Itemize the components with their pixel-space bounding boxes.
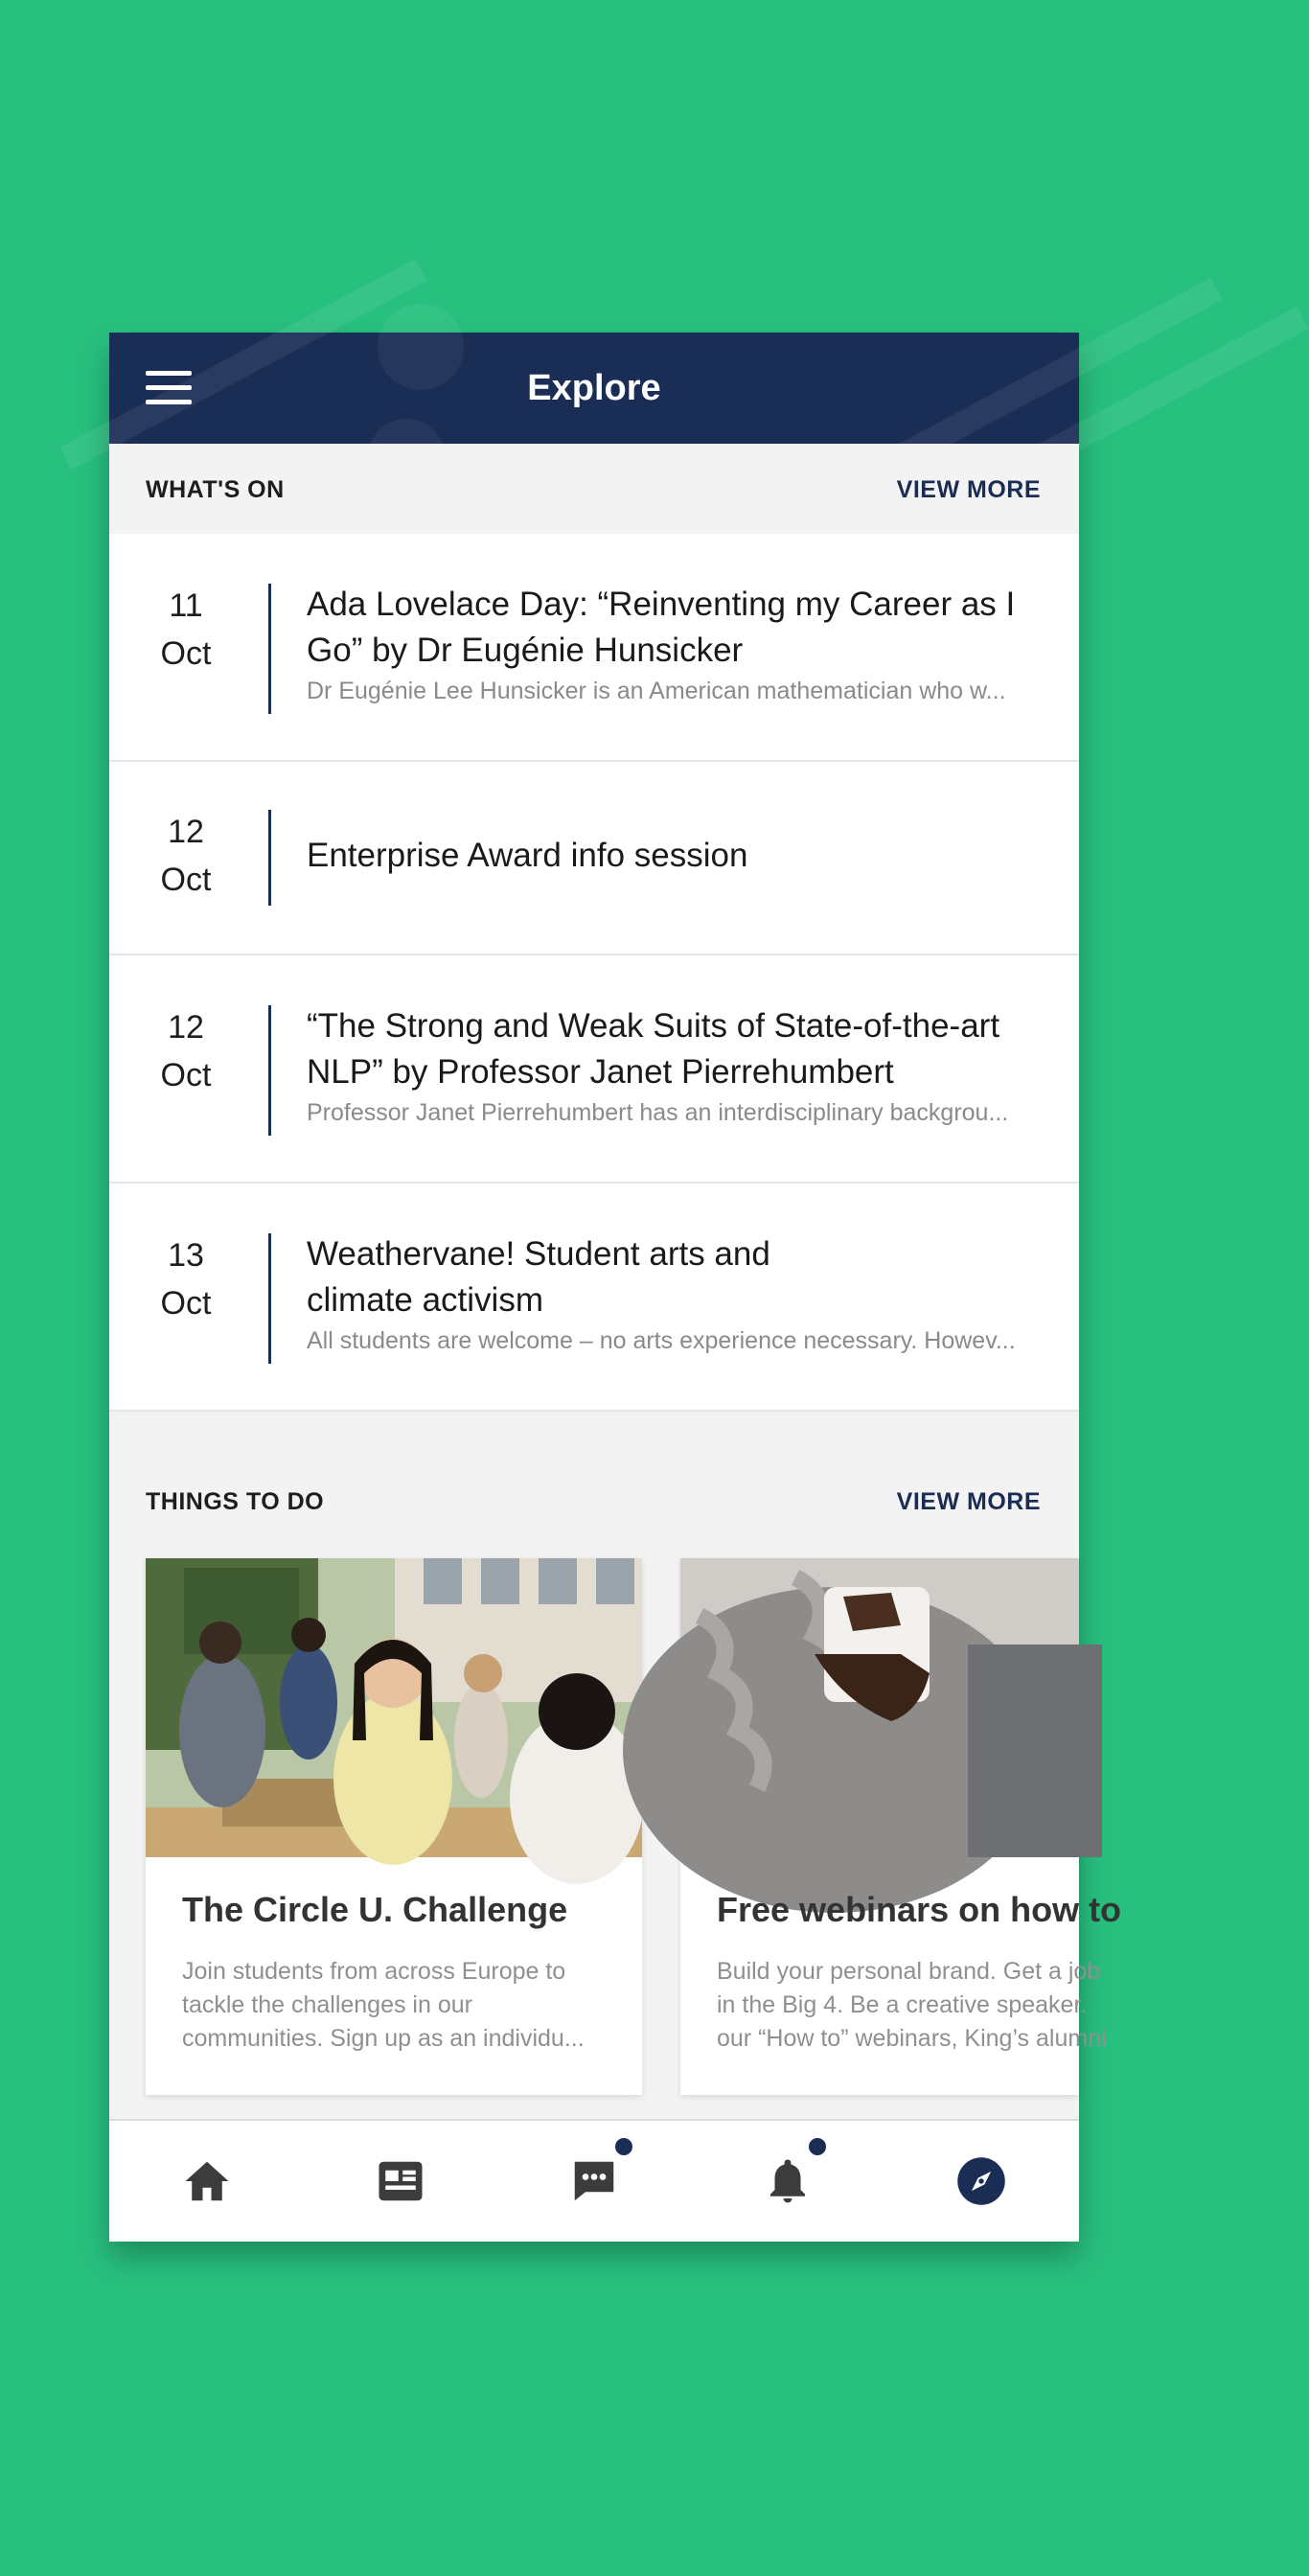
event-date — [138, 808, 234, 904]
card-description-line: in the Big 4. Be a creative speaker. — [717, 1991, 1088, 2018]
event-date — [138, 1003, 234, 1099]
activity-card[interactable] — [680, 1558, 1122, 2095]
event-subtitle: Dr Eugénie Lee Hunsicker is an American mathematician who w... — [307, 678, 1006, 704]
card-title: Free webinars on how to — [717, 1890, 1122, 1929]
card-description-line: our “How to” webinars, King’s alumni — [717, 2025, 1107, 2052]
card-description-line: Join students from across Europe to — [182, 1958, 566, 1985]
whats-on-view-more-button[interactable]: VIEW MORE — [896, 476, 1041, 503]
card-description — [717, 1955, 1138, 2056]
event-row[interactable] — [109, 1184, 1079, 1412]
bottom-navigation — [109, 2119, 1079, 2242]
event-date — [138, 1231, 234, 1327]
event-month: Oct — [160, 862, 212, 898]
event-divider — [268, 1005, 271, 1136]
event-title: “The Strong and Weak Suits of State-of-the-art NLP” by Professor Janet Pierrehumbert — [307, 1007, 1000, 1091]
whats-on-header — [109, 444, 1079, 534]
event-title: Weathervane! Student arts and climate activism — [307, 1235, 770, 1319]
card-description — [182, 1955, 604, 2056]
home-icon — [181, 2155, 233, 2207]
whats-on-label: WHAT'S ON — [146, 476, 285, 503]
event-day: 11 — [169, 587, 203, 624]
event-title: Enterprise Award info session — [307, 837, 748, 874]
bell-icon — [762, 2155, 814, 2207]
card-description-line: tackle the challenges in our — [182, 1991, 472, 2018]
event-row[interactable] — [109, 762, 1079, 955]
event-day: 13 — [168, 1237, 204, 1274]
event-month: Oct — [160, 635, 212, 672]
event-subtitle: All students are welcome – no arts experience necessary. Howev... — [307, 1327, 1016, 1354]
event-divider — [268, 810, 271, 906]
event-day: 12 — [168, 1009, 204, 1046]
card-title: The Circle U. Challenge — [182, 1890, 568, 1929]
news-feed-icon — [375, 2155, 426, 2207]
notification-badge — [615, 2138, 632, 2155]
card-image-students — [146, 1558, 642, 1857]
notification-badge — [809, 2138, 826, 2155]
nav-messages[interactable] — [496, 2121, 690, 2242]
event-divider — [268, 584, 271, 714]
compass-icon — [955, 2155, 1007, 2207]
app-header — [109, 333, 1079, 444]
activity-card[interactable] — [146, 1558, 642, 2095]
nav-explore[interactable] — [884, 2121, 1077, 2242]
event-subtitle: Professor Janet Pierrehumbert has an interdisciplinary backgrou... — [307, 1099, 1009, 1126]
event-row[interactable] — [109, 955, 1079, 1184]
event-day: 12 — [168, 814, 204, 850]
chat-icon — [568, 2155, 620, 2207]
event-month: Oct — [160, 1057, 212, 1093]
card-description-line: Build your personal brand. Get a job — [717, 1958, 1101, 1985]
things-to-do-view-more-button[interactable]: VIEW MORE — [896, 1488, 1041, 1515]
card-description-line: communities. Sign up as an individu... — [182, 2025, 585, 2052]
event-row[interactable] — [109, 534, 1079, 762]
nav-home[interactable] — [109, 2121, 303, 2242]
card-image-webinar — [680, 1558, 1079, 1857]
things-to-do-label: THINGS TO DO — [146, 1488, 325, 1515]
event-month: Oct — [160, 1285, 212, 1322]
nav-notifications[interactable] — [690, 2121, 884, 2242]
event-divider — [268, 1233, 271, 1364]
event-title: Ada Lovelace Day: “Reinventing my Career as I Go” by Dr Eugénie Hunsicker — [307, 586, 1016, 669]
app-screen — [109, 333, 1122, 2240]
page-title: Explore — [527, 368, 661, 408]
event-date — [138, 582, 234, 678]
nav-news-feed[interactable] — [303, 2121, 496, 2242]
